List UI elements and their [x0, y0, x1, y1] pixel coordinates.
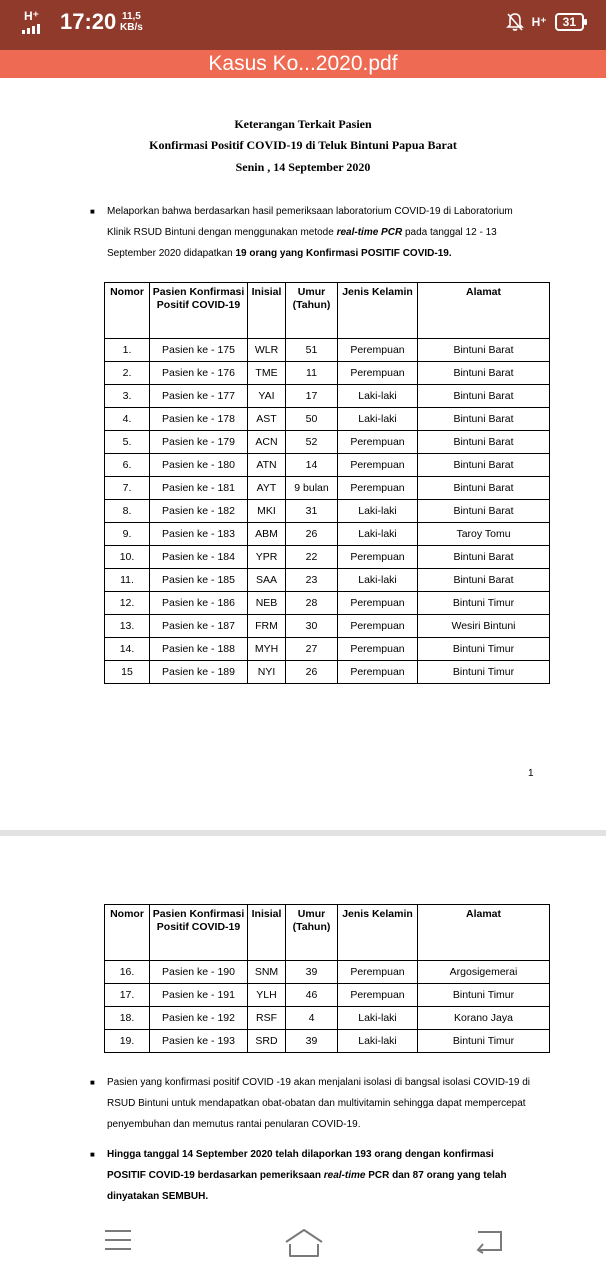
cell-jenis-kelamin: Perempuan [338, 339, 418, 362]
cell-umur: 28 [286, 592, 338, 615]
navigation-bar [0, 1206, 606, 1280]
cell-inisial: SRD [248, 1030, 286, 1053]
table-row [105, 1030, 550, 1053]
doc-heading-1: Keterangan Terkait Pasien [234, 117, 372, 131]
doc-heading-3: Senin , 14 September 2020 [235, 160, 371, 174]
document-title[interactable]: Kasus Ko...2020.pdf [208, 52, 398, 75]
hamburger-menu-icon[interactable] [104, 1228, 132, 1252]
col-pasien: Pasien Konfirmasi Positif COVID-19 [150, 905, 248, 961]
cell-jenis-kelamin: Perempuan [338, 638, 418, 661]
cell-jenis-kelamin: Perempuan [338, 454, 418, 477]
network-type: H⁺ [24, 9, 39, 23]
cell-jenis-kelamin: Perempuan [338, 661, 418, 684]
col-alamat: Alamat [418, 283, 550, 339]
pdf-page-1 [0, 78, 606, 830]
doc-heading-2: Konfirmasi Positif COVID-19 di Teluk Bintuni Papua Barat [149, 138, 457, 152]
cell-umur: 26 [286, 661, 338, 684]
status-icons [506, 12, 584, 32]
cell-alamat: Bintuni Timur [418, 984, 550, 1007]
cell-pasien: Pasien ke - 177 [150, 385, 248, 408]
cell-pasien: Pasien ke - 190 [150, 961, 248, 984]
patient-table-2 [104, 904, 550, 1053]
cell-jenis-kelamin: Laki-laki [338, 500, 418, 523]
text-emphasis: real-time PCR [336, 227, 403, 238]
table-row [105, 615, 550, 638]
table-row [105, 385, 550, 408]
table-row [105, 408, 550, 431]
cell-inisial: SAA [248, 569, 286, 592]
text-fragment: Hingga tanggal 14 September 2020 telah dilaporkan 193 orang dengan konfirmasi POSITIF COVID-19 berdasarkan pemeriksaan [107, 1149, 494, 1181]
cell-jenis-kelamin: Laki-laki [338, 1007, 418, 1030]
cell-pasien: Pasien ke - 181 [150, 477, 248, 500]
cell-inisial: RSF [248, 1007, 286, 1030]
battery-indicator: 31 [555, 13, 584, 31]
cell-pasien: Pasien ke - 179 [150, 431, 248, 454]
cell-nomor: 4. [105, 408, 150, 431]
col-inisial: Inisial [248, 905, 286, 961]
table-row [105, 984, 550, 1007]
bullet-icon: ■ [90, 1078, 95, 1087]
col-umur: Umur (Tahun) [286, 905, 338, 961]
speed-value: 11,5 [121, 11, 141, 22]
cell-inisial: MYH [248, 638, 286, 661]
cell-alamat: Wesiri Bintuni [418, 615, 550, 638]
cell-inisial: ACN [248, 431, 286, 454]
cell-inisial: MKI [248, 500, 286, 523]
cell-nomor: 6. [105, 454, 150, 477]
cell-jenis-kelamin: Perempuan [338, 961, 418, 984]
cell-nomor: 17. [105, 984, 150, 1007]
cell-inisial: WLR [248, 339, 286, 362]
table-row [105, 477, 550, 500]
bullet-paragraph-3 [90, 1144, 535, 1207]
cell-alamat: Bintuni Timur [418, 592, 550, 615]
cell-alamat: Bintuni Barat [418, 408, 550, 431]
cell-jenis-kelamin: Perempuan [338, 592, 418, 615]
cell-pasien: Pasien ke - 183 [150, 523, 248, 546]
table-row [105, 592, 550, 615]
text-emphasis: real-time [323, 1170, 366, 1181]
cell-pasien: Pasien ke - 192 [150, 1007, 248, 1030]
cell-jenis-kelamin: Perempuan [338, 477, 418, 500]
cell-pasien: Pasien ke - 188 [150, 638, 248, 661]
cell-umur: 14 [286, 454, 338, 477]
table-row [105, 431, 550, 454]
network-speed [120, 11, 143, 33]
speed-unit: KB/s [120, 22, 143, 33]
cell-umur: 31 [286, 500, 338, 523]
cell-alamat: Korano Jaya [418, 1007, 550, 1030]
cell-alamat: Bintuni Barat [418, 546, 550, 569]
cell-alamat: Bintuni Barat [418, 339, 550, 362]
cell-inisial: AST [248, 408, 286, 431]
network-type-right: H⁺ [531, 15, 547, 29]
text-fragment: PCR dan 87 orang yang telah dinyatakan SEMBUH. [107, 1170, 507, 1202]
cell-nomor: 14. [105, 638, 150, 661]
table-row [105, 454, 550, 477]
table-row [105, 961, 550, 984]
cell-jenis-kelamin: Laki-laki [338, 385, 418, 408]
col-inisial: Inisial [248, 283, 286, 339]
cell-nomor: 5. [105, 431, 150, 454]
cell-jenis-kelamin: Laki-laki [338, 1030, 418, 1053]
cell-alamat: Bintuni Barat [418, 477, 550, 500]
text-fragment: Melaporkan bahwa berdasarkan hasil pemeriksaan laboratorium COVID-19 di Laboratorium Klinik RSUD Bintuni dengan menggunakan metode [107, 206, 513, 238]
bullet-icon: ■ [90, 207, 95, 216]
cell-nomor: 16. [105, 961, 150, 984]
cell-inisial: YLH [248, 984, 286, 1007]
cell-umur: 39 [286, 1030, 338, 1053]
cell-alamat: Argosigemerai [418, 961, 550, 984]
cell-alamat: Bintuni Timur [418, 661, 550, 684]
cell-pasien: Pasien ke - 189 [150, 661, 248, 684]
signal-icon [22, 24, 42, 34]
cell-alamat: Bintuni Barat [418, 431, 550, 454]
cell-pasien: Pasien ke - 184 [150, 546, 248, 569]
cell-pasien: Pasien ke - 187 [150, 615, 248, 638]
cell-pasien: Pasien ke - 193 [150, 1030, 248, 1053]
clock: 17:20 [60, 9, 117, 34]
cell-pasien: Pasien ke - 180 [150, 454, 248, 477]
cell-umur: 39 [286, 961, 338, 984]
cell-alamat: Bintuni Barat [418, 500, 550, 523]
cell-alamat: Bintuni Barat [418, 362, 550, 385]
cell-umur: 4 [286, 1007, 338, 1030]
cell-nomor: 9. [105, 523, 150, 546]
cell-jenis-kelamin: Perempuan [338, 362, 418, 385]
table-row [105, 1007, 550, 1030]
cell-alamat: Bintuni Barat [418, 569, 550, 592]
col-jenis-kelamin: Jenis Kelamin [338, 905, 418, 961]
back-icon[interactable] [474, 1228, 504, 1254]
cell-nomor: 2. [105, 362, 150, 385]
table-row [105, 638, 550, 661]
cell-jenis-kelamin: Perempuan [338, 984, 418, 1007]
cell-nomor: 13. [105, 615, 150, 638]
col-nomor: Nomor [105, 283, 150, 339]
table-row [105, 661, 550, 684]
bullet-paragraph-2 [90, 1072, 535, 1135]
table-row [105, 569, 550, 592]
app-bar [0, 50, 606, 78]
table-row [105, 546, 550, 569]
cell-alamat: Bintuni Timur [418, 1030, 550, 1053]
cell-umur: 11 [286, 362, 338, 385]
cell-umur: 22 [286, 546, 338, 569]
cell-inisial: ABM [248, 523, 286, 546]
cell-pasien: Pasien ke - 185 [150, 569, 248, 592]
cell-umur: 26 [286, 523, 338, 546]
page-number: 1 [528, 768, 534, 779]
cell-alamat: Bintuni Timur [418, 638, 550, 661]
bullet-paragraph-1 [90, 201, 535, 264]
text-fragment: Pasien yang konfirmasi positif COVID -19 akan menjalani isolasi di bangsal isolasi COVID-19 di RSUD Bintuni untuk mendapatkan obat-obatan dan multivitamin sehingga dapat mempercepat penyembuhan dan memutus rantai penularan COVID-19. [107, 1077, 530, 1130]
cell-inisial: NEB [248, 592, 286, 615]
cell-nomor: 10. [105, 546, 150, 569]
cell-pasien: Pasien ke - 182 [150, 500, 248, 523]
col-alamat: Alamat [418, 905, 550, 961]
cell-umur: 46 [286, 984, 338, 1007]
cell-pasien: Pasien ke - 186 [150, 592, 248, 615]
cell-nomor: 19. [105, 1030, 150, 1053]
cell-umur: 17 [286, 385, 338, 408]
cell-pasien: Pasien ke - 176 [150, 362, 248, 385]
cell-nomor: 7. [105, 477, 150, 500]
table-row [105, 362, 550, 385]
cell-nomor: 8. [105, 500, 150, 523]
cell-nomor: 3. [105, 385, 150, 408]
cell-inisial: SNM [248, 961, 286, 984]
cell-umur: 52 [286, 431, 338, 454]
cell-umur: 9 bulan [286, 477, 338, 500]
cell-inisial: YAI [248, 385, 286, 408]
cell-nomor: 12. [105, 592, 150, 615]
cell-jenis-kelamin: Perempuan [338, 546, 418, 569]
cell-jenis-kelamin: Laki-laki [338, 569, 418, 592]
cell-nomor: 18. [105, 1007, 150, 1030]
text-emphasis: 19 orang yang Konfirmasi POSITIF COVID-19. [235, 248, 452, 259]
cell-inisial: ATN [248, 454, 286, 477]
home-icon[interactable] [284, 1228, 324, 1258]
cell-inisial: YPR [248, 546, 286, 569]
cell-inisial: FRM [248, 615, 286, 638]
cell-alamat: Bintuni Barat [418, 454, 550, 477]
cell-alamat: Taroy Tomu [418, 523, 550, 546]
col-umur: Umur (Tahun) [286, 283, 338, 339]
cell-jenis-kelamin: Laki-laki [338, 408, 418, 431]
bullet-icon: ■ [90, 1150, 95, 1159]
cell-pasien: Pasien ke - 178 [150, 408, 248, 431]
col-pasien: Pasien Konfirmasi Positif COVID-19 [150, 283, 248, 339]
cell-jenis-kelamin: Perempuan [338, 615, 418, 638]
cell-umur: 27 [286, 638, 338, 661]
col-nomor: Nomor [105, 905, 150, 961]
cell-jenis-kelamin: Laki-laki [338, 523, 418, 546]
cell-nomor: 15 [105, 661, 150, 684]
cell-umur: 50 [286, 408, 338, 431]
patient-table-1 [104, 282, 550, 684]
table-header-row [105, 283, 550, 339]
cell-inisial: NYI [248, 661, 286, 684]
status-bar [0, 0, 606, 50]
cell-pasien: Pasien ke - 191 [150, 984, 248, 1007]
cell-umur: 23 [286, 569, 338, 592]
table-row [105, 339, 550, 362]
cell-umur: 51 [286, 339, 338, 362]
cell-umur: 30 [286, 615, 338, 638]
table-header-row [105, 905, 550, 961]
cell-inisial: TME [248, 362, 286, 385]
text-fragment: pada tanggal 12 - 13 September 2020 didapatkan [107, 227, 497, 259]
col-jenis-kelamin: Jenis Kelamin [338, 283, 418, 339]
cell-alamat: Bintuni Barat [418, 385, 550, 408]
cell-nomor: 1. [105, 339, 150, 362]
table-row [105, 523, 550, 546]
cell-pasien: Pasien ke - 175 [150, 339, 248, 362]
cell-inisial: AYT [248, 477, 286, 500]
cell-nomor: 11. [105, 569, 150, 592]
muted-bell-icon [506, 12, 524, 32]
cell-jenis-kelamin: Perempuan [338, 431, 418, 454]
pdf-page-2 [0, 836, 606, 1206]
table-row [105, 500, 550, 523]
